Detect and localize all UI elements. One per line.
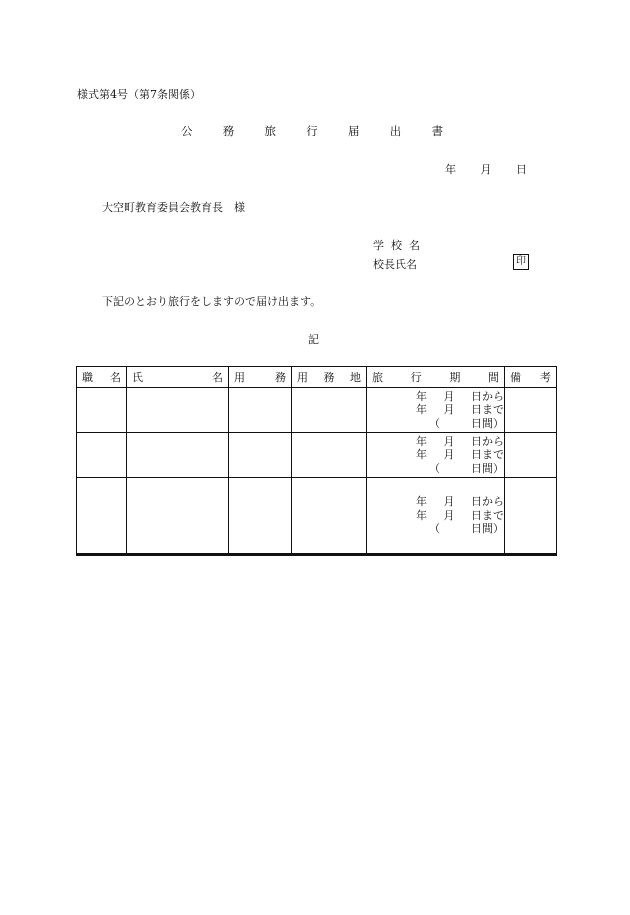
- form-title: [181, 123, 443, 139]
- business-location-cell[interactable]: [292, 388, 367, 433]
- title-char: 書: [431, 124, 443, 138]
- travel-period-cell[interactable]: 年 月 日から 年 月 日まで （ 日間）: [367, 478, 505, 555]
- seal-mark: 印: [513, 254, 529, 270]
- business-cell[interactable]: [229, 478, 292, 555]
- title-char: 出: [389, 124, 402, 138]
- job-title-cell[interactable]: [77, 433, 127, 478]
- date-month-label: 月: [480, 163, 492, 176]
- title-char: 旅: [264, 124, 276, 138]
- title-char: 行: [306, 124, 318, 138]
- principal-name-label: 校長氏名: [373, 258, 417, 271]
- job-title-cell[interactable]: [77, 478, 127, 555]
- school-label-char: 学: [373, 239, 384, 252]
- date-year-label: 年: [445, 163, 456, 176]
- travel-table: [76, 366, 557, 556]
- date-day-label: 日: [516, 163, 527, 176]
- header-job-title: 職 名: [77, 367, 127, 388]
- school-name-label: [373, 237, 420, 253]
- header-business: 用 務: [229, 367, 292, 388]
- ki-heading: 記: [308, 333, 319, 346]
- remarks-cell[interactable]: [505, 478, 557, 555]
- header-name: 氏 名: [127, 367, 229, 388]
- title-char: 届: [348, 124, 360, 138]
- title-char: 公: [181, 124, 193, 138]
- table-row: [77, 388, 557, 433]
- travel-period-cell[interactable]: 年 月 日から 年 月 日まで （ 日間）: [367, 388, 505, 433]
- form-number: 様式第4号（第7条関係）: [77, 88, 201, 101]
- header-travel-period: 旅 行 期 間: [367, 367, 505, 388]
- school-label-char: 名: [409, 239, 420, 252]
- business-cell[interactable]: [229, 433, 292, 478]
- table-row: [77, 433, 557, 478]
- business-location-cell[interactable]: [292, 433, 367, 478]
- name-cell[interactable]: [127, 388, 229, 433]
- name-cell[interactable]: [127, 478, 229, 555]
- table-header-row: [77, 367, 557, 388]
- table-row: [77, 478, 557, 555]
- title-char: 務: [222, 124, 235, 138]
- date-line: [445, 161, 527, 177]
- addressee: 大空町教育委員会教育長 様: [102, 201, 245, 214]
- business-location-cell[interactable]: [292, 478, 367, 555]
- remarks-cell[interactable]: [505, 388, 557, 433]
- remarks-cell[interactable]: [505, 433, 557, 478]
- name-cell[interactable]: [127, 433, 229, 478]
- header-remarks: 備 考: [505, 367, 557, 388]
- business-cell[interactable]: [229, 388, 292, 433]
- intro-text: 下記のとおり旅行をしますので届け出ます。: [102, 295, 322, 308]
- travel-period-cell[interactable]: 年 月 日から 年 月 日まで （ 日間）: [367, 433, 505, 478]
- header-business-location: 用 務 地: [292, 367, 367, 388]
- school-label-char: 校: [391, 239, 402, 252]
- job-title-cell[interactable]: [77, 388, 127, 433]
